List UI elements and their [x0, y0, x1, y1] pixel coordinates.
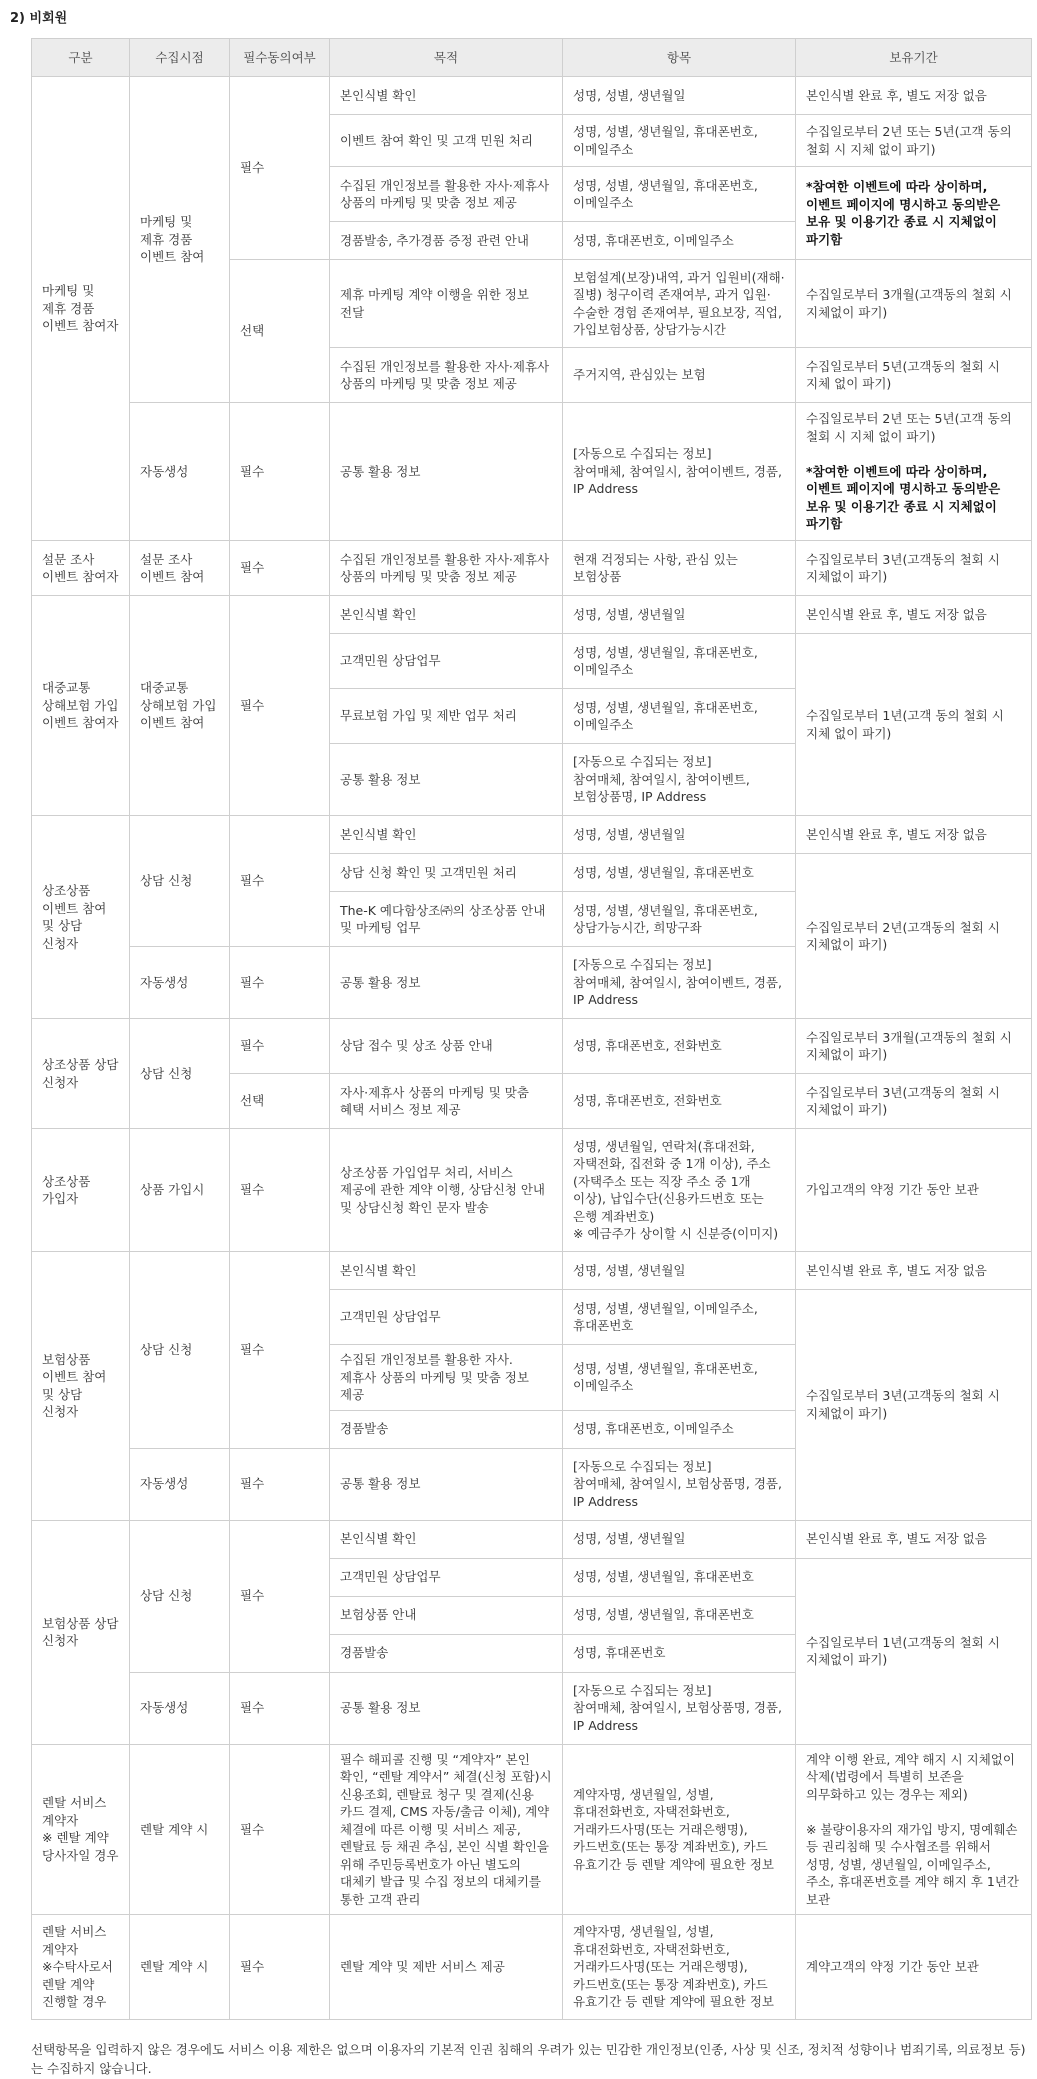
required-cell: 필수 [230, 403, 330, 541]
items-cell: 계약자명, 생년월일, 성별, 휴대전화번호, 자택전화번호, 거래카드사명(또는 거래은행명), 카드번호(또는 통장 계좌번호), 카드 유효기간 등 렌탈 계약에 필요한 정보 [563, 1744, 796, 1915]
items-cell: 보험설계(보장)내역, 과거 입원비(재해·질병) 청구이력 존재여부, 과거 입원·수술한 경험 존재여부, 필요보장, 직업, 가입보험상품, 상담가능시간 [563, 260, 796, 348]
header-collect-time: 수집시점 [130, 39, 230, 77]
collect-time-cell: 설문 조사 이벤트 참여 [130, 541, 230, 596]
items-cell: 성명, 성별, 생년월일, 휴대폰번호 [563, 1558, 796, 1596]
category-cell: 렌탈 서비스 계약자 ※ 렌탈 계약 당사자일 경우 [32, 1744, 130, 1915]
required-cell: 필수 [230, 1672, 330, 1744]
collect-time-cell: 자동생성 [130, 1672, 230, 1744]
purpose-cell: 수집된 개인정보를 활용한 자사·제휴사 상품의 마케팅 및 맞춤 정보 제공 [330, 167, 563, 222]
items-cell: 성명, 성별, 생년월일 [563, 816, 796, 854]
purpose-cell: 제휴 마케팅 계약 이행을 위한 정보 전달 [330, 260, 563, 348]
items-cell: 성명, 성별, 생년월일 [563, 1252, 796, 1290]
retention-text: 수집일로부터 2년 또는 5년(고객 동의 철회 시 지체 없이 파기) [806, 411, 1012, 444]
purpose-cell: 공통 활용 정보 [330, 1448, 563, 1520]
required-cell: 필수 [230, 1744, 330, 1915]
required-cell: 필수 [230, 77, 330, 260]
retention-note-cell: *참여한 이벤트에 따라 상이하며, 이벤트 페이지에 명시하고 동의받은 보유 및 이용기간 종료 시 지체없이 파기함 [796, 167, 1032, 260]
purpose-cell: 경품발송 [330, 1410, 563, 1448]
retention-cell: 수집일로부터 5년(고객동의 철회 시 지체 없이 파기) [796, 348, 1032, 403]
retention-cell: 수집일로부터 3년(고객동의 철회 시 지체없이 파기) [796, 1074, 1032, 1129]
section-title: 2) 비회원 [10, 11, 68, 26]
items-cell: 성명, 성별, 생년월일, 휴대폰번호, 이메일주소 [563, 689, 796, 744]
items-cell: 주거지역, 관심있는 보험 [563, 348, 796, 403]
category-cell: 보험상품 이벤트 참여 및 상담 신청자 [32, 1252, 130, 1521]
purpose-cell: 자사·제휴사 상품의 마케팅 및 맞춤 혜택 서비스 정보 제공 [330, 1074, 563, 1129]
items-cell: 성명, 성별, 생년월일, 휴대폰번호, 이메일주소 [563, 115, 796, 167]
table-row [32, 596, 1032, 634]
items-cell: 현재 걱정되는 사항, 관심 있는 보험상품 [563, 541, 796, 596]
collect-time-cell: 자동생성 [130, 947, 230, 1019]
collect-time-cell: 상품 가입시 [130, 1129, 230, 1252]
purpose-cell: 이벤트 참여 확인 및 고객 민원 처리 [330, 115, 563, 167]
purpose-cell: 고객민원 상담업무 [330, 634, 563, 689]
header-category: 구분 [32, 39, 130, 77]
collect-time-cell: 자동생성 [130, 1448, 230, 1520]
items-cell: 성명, 성별, 생년월일, 휴대폰번호 [563, 1596, 796, 1634]
purpose-cell: 수집된 개인정보를 활용한 자사. 제휴사 상품의 마케팅 및 맞춤 정보 제공 [330, 1345, 563, 1411]
category-cell: 마케팅 및 제휴 경품 이벤트 참여자 [32, 77, 130, 541]
purpose-cell: 공통 활용 정보 [330, 947, 563, 1019]
category-cell: 보험상품 상담 신청자 [32, 1520, 130, 1744]
purpose-cell: 공통 활용 정보 [330, 744, 563, 816]
collect-time-cell: 상담 신청 [130, 1252, 230, 1449]
items-cell: 성명, 휴대폰번호, 이메일주소 [563, 222, 796, 260]
retention-note: *참여한 이벤트에 따라 상이하며, 이벤트 페이지에 명시하고 동의받은 보유 및 이용기간 종료 시 지체없이 파기함 [806, 463, 1001, 532]
items-cell: 성명, 성별, 생년월일, 휴대폰번호, 이메일주소 [563, 1345, 796, 1411]
purpose-cell: 본인식별 확인 [330, 77, 563, 115]
purpose-cell: 본인식별 확인 [330, 816, 563, 854]
items-cell: 성명, 성별, 생년월일, 이메일주소, 휴대폰번호 [563, 1290, 796, 1345]
collect-time-cell: 마케팅 및 제휴 경품 이벤트 참여 [130, 77, 230, 403]
table-row [32, 541, 1032, 596]
privacy-table [31, 38, 1032, 2020]
required-cell: 선택 [230, 1074, 330, 1129]
required-cell: 필수 [230, 541, 330, 596]
category-cell: 렌탈 서비스 계약자 ※수탁사로서 렌탈 계약 진행할 경우 [32, 1915, 130, 2020]
items-cell: 성명, 휴대폰번호, 이메일주소 [563, 1410, 796, 1448]
category-cell: 상조상품 이벤트 참여 및 상담 신청자 [32, 816, 130, 1019]
purpose-cell: 상담 신청 확인 및 고객민원 처리 [330, 854, 563, 892]
items-cell: 성명, 성별, 생년월일 [563, 596, 796, 634]
category-cell: 상조상품 가입자 [32, 1129, 130, 1252]
retention-cell: 본인식별 완료 후, 별도 저장 없음 [796, 77, 1032, 115]
table-row [32, 1129, 1032, 1252]
purpose-cell: 경품발송 [330, 1634, 563, 1672]
items-cell: 성명, 성별, 생년월일, 휴대폰번호, 상담가능시간, 희망구좌 [563, 892, 796, 947]
table-row [32, 1019, 1032, 1074]
retention-cell: 수집일로부터 1년(고객동의 철회 시 지체없이 파기) [796, 1558, 1032, 1744]
purpose-cell: 보험상품 안내 [330, 1596, 563, 1634]
retention-cell: 수집일로부터 2년 또는 5년(고객 동의 철회 시 지체 없이 파기) [796, 115, 1032, 167]
retention-cell: 본인식별 완료 후, 별도 저장 없음 [796, 816, 1032, 854]
retention-cell: 계약고객의 약정 기간 동안 보관 [796, 1915, 1032, 2020]
category-cell: 대중교통 상해보험 가입 이벤트 참여자 [32, 596, 130, 816]
header-purpose: 목적 [330, 39, 563, 77]
collect-time-cell: 렌탈 계약 시 [130, 1744, 230, 1915]
required-cell: 필수 [230, 947, 330, 1019]
retention-cell: 본인식별 완료 후, 별도 저장 없음 [796, 1252, 1032, 1290]
items-cell: 성명, 성별, 생년월일 [563, 1520, 796, 1558]
table-row [32, 1520, 1032, 1558]
collect-time-cell: 대중교통 상해보험 가입 이벤트 참여 [130, 596, 230, 816]
category-cell: 설문 조사 이벤트 참여자 [32, 541, 130, 596]
collect-time-cell: 상담 신청 [130, 1019, 230, 1129]
purpose-cell: 수집된 개인정보를 활용한 자사·제휴사 상품의 마케팅 및 맞춤 정보 제공 [330, 541, 563, 596]
collect-time-cell: 상담 신청 [130, 1520, 230, 1672]
required-cell: 필수 [230, 1448, 330, 1520]
header-items: 항목 [563, 39, 796, 77]
purpose-cell: 수집된 개인정보를 활용한 자사·제휴사 상품의 마케팅 및 맞춤 정보 제공 [330, 348, 563, 403]
retention-cell: 본인식별 완료 후, 별도 저장 없음 [796, 596, 1032, 634]
purpose-cell: 렌탈 계약 및 제반 서비스 제공 [330, 1915, 563, 2020]
items-cell: 성명, 성별, 생년월일, 휴대폰번호, 이메일주소 [563, 167, 796, 222]
header-required: 필수동의여부 [230, 39, 330, 77]
header-row [32, 39, 1032, 77]
table-row [32, 816, 1032, 854]
items-cell: 성명, 휴대폰번호 [563, 1634, 796, 1672]
table-row [32, 1252, 1032, 1290]
retention-cell: 수집일로부터 3개월(고객동의 철회 시 지체없이 파기) [796, 260, 1032, 348]
retention-cell: 가입고객의 약정 기간 동안 보관 [796, 1129, 1032, 1252]
required-cell: 필수 [230, 1019, 330, 1074]
category-cell: 상조상품 상담 신청자 [32, 1019, 130, 1129]
footer-note: 선택항목을 입력하지 않은 경우에도 서비스 이용 제한은 없으며 이용자의 기본적 인권 침해의 우려가 있는 민감한 개인정보(인종, 사상 및 신조, 정치적 성향이나 범죄기록, 의료정보 등)는 수집하지 않습니다. [31, 2042, 1026, 2077]
purpose-cell: 상조상품 가입업무 처리, 서비스 제공에 관한 계약 이행, 상담신청 안내 및 상담신청 확인 문자 발송 [330, 1129, 563, 1252]
retention-cell: 수집일로부터 3년(고객동의 철회 시 지체없이 파기) [796, 541, 1032, 596]
required-cell: 필수 [230, 816, 330, 947]
required-cell: 필수 [230, 1129, 330, 1252]
retention-cell: 수집일로부터 3개월(고객동의 철회 시 지체없이 파기) [796, 1019, 1032, 1074]
retention-cell: 수집일로부터 1년(고객 동의 철회 시 지체 없이 파기) [796, 634, 1032, 816]
purpose-cell: 본인식별 확인 [330, 1252, 563, 1290]
purpose-cell: 상담 접수 및 상조 상품 안내 [330, 1019, 563, 1074]
collect-time-cell: 상담 신청 [130, 816, 230, 947]
items-cell: 성명, 성별, 생년월일, 휴대폰번호 [563, 854, 796, 892]
required-cell: 필수 [230, 1252, 330, 1449]
purpose-cell: 무료보험 가입 및 제반 업무 처리 [330, 689, 563, 744]
items-cell: [자동으로 수집되는 정보] 참여매체, 참여일시, 참여이벤트, 경품, IP Address [563, 947, 796, 1019]
retention-cell: 수집일로부터 3년(고객동의 철회 시 지체없이 파기) [796, 1290, 1032, 1521]
items-cell: [자동으로 수집되는 정보] 참여매체, 참여일시, 참여이벤트, 경품, IP Address [563, 403, 796, 541]
purpose-cell: 공통 활용 정보 [330, 1672, 563, 1744]
table-row [32, 77, 1032, 115]
items-cell: 성명, 휴대폰번호, 전화번호 [563, 1074, 796, 1129]
purpose-cell: 공통 활용 정보 [330, 403, 563, 541]
items-cell: 성명, 성별, 생년월일 [563, 77, 796, 115]
items-cell: 성명, 생년월일, 연락처(휴대전화, 자택전화, 집전화 중 1개 이상), 주소(자택주소 또는 직장 주소 중 1개 이상), 납입수단(신용카드번호 또는 은행 계좌번호) ※ 예금주가 상이할 시 신분증(이미지) [563, 1129, 796, 1252]
purpose-cell: 고객민원 상담업무 [330, 1558, 563, 1596]
required-cell: 필수 [230, 1520, 330, 1672]
retention-cell [796, 403, 1032, 541]
items-cell: 성명, 성별, 생년월일, 휴대폰번호, 이메일주소 [563, 634, 796, 689]
retention-cell: 계약 이행 완료, 계약 해지 시 지체없이 삭제(법령에서 특별히 보존을 의무화하고 있는 경우는 제외) ※ 불량이용자의 재가입 방지, 명예훼손 등 권리침해 및 수사협조를 위해서 성명, 성별, 생년월일, 이메일주소, 주소, 휴대폰번호를 계약 해지 후 1년간 보관 [796, 1744, 1032, 1915]
retention-cell: 본인식별 완료 후, 별도 저장 없음 [796, 1520, 1032, 1558]
purpose-cell: 본인식별 확인 [330, 596, 563, 634]
purpose-cell: 고객민원 상담업무 [330, 1290, 563, 1345]
items-cell: [자동으로 수집되는 정보] 참여매체, 참여일시, 참여이벤트, 보험상품명, IP Address [563, 744, 796, 816]
purpose-cell: 본인식별 확인 [330, 1520, 563, 1558]
items-cell: [자동으로 수집되는 정보] 참여매체, 참여일시, 보험상품명, 경품, IP Address [563, 1672, 796, 1744]
items-cell: [자동으로 수집되는 정보] 참여매체, 참여일시, 보험상품명, 경품, IP Address [563, 1448, 796, 1520]
required-cell: 필수 [230, 1915, 330, 2020]
collect-time-cell: 렌탈 계약 시 [130, 1915, 230, 2020]
required-cell: 선택 [230, 260, 330, 403]
purpose-cell: 필수 해피콜 진행 및 “계약자” 본인 확인, “렌탈 계약서” 체결(신청 포함)시 신용조회, 렌탈료 청구 및 결제(신용 카드 결제, CMS 자동/출금 이체), 계약 체결에 따른 이행 및 서비스 제공, 렌탈료 등 채권 추심, 본인 식별 확인을 위해 주민등록번호가 아닌 별도의 대체키 발급 및 수집 정보의 대체키를 통한 고객 관리 [330, 1744, 563, 1915]
purpose-cell: 경품발송, 추가경품 증정 관련 안내 [330, 222, 563, 260]
purpose-cell: The-K 예다함상조㈜의 상조상품 안내 및 마케팅 업무 [330, 892, 563, 947]
header-retention: 보유기간 [796, 39, 1032, 77]
table-row [32, 1744, 1032, 1915]
collect-time-cell: 자동생성 [130, 403, 230, 541]
required-cell: 필수 [230, 596, 330, 816]
items-cell: 계약자명, 생년월일, 성별, 휴대전화번호, 자택전화번호, 거래카드사명(또는 거래은행명), 카드번호(또는 통장 계좌번호), 카드 유효기간 등 렌탈 계약에 필요한 정보 [563, 1915, 796, 2020]
retention-cell: 수집일로부터 2년(고객동의 철회 시 지체없이 파기) [796, 854, 1032, 1019]
table-row [32, 403, 1032, 541]
table-row [32, 1915, 1032, 2020]
items-cell: 성명, 휴대폰번호, 전화번호 [563, 1019, 796, 1074]
